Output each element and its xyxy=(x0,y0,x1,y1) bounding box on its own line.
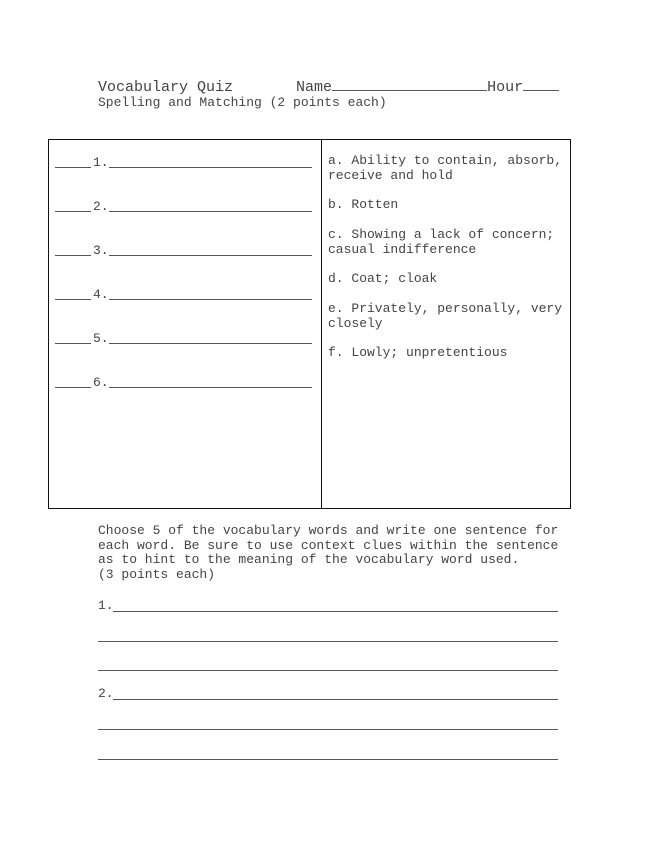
sentence-line[interactable] xyxy=(98,641,558,642)
definition-c: c. Showing a lack of concern; casual indifference xyxy=(328,227,555,257)
quiz-header xyxy=(98,77,559,96)
spelling-answer-line[interactable] xyxy=(109,343,312,344)
definition-d: d. Coat; cloak xyxy=(328,271,438,286)
hour-field[interactable] xyxy=(523,77,559,91)
name-field[interactable] xyxy=(332,77,487,91)
match-letter-blank[interactable] xyxy=(55,255,91,256)
sentence-line[interactable] xyxy=(98,759,558,760)
spelling-number: 2. xyxy=(93,199,109,214)
spelling-number: 1. xyxy=(93,155,109,170)
instructions-text: Choose 5 of the vocabulary words and write one sentence for each word. Be sure to use context clues within the sentence as to hint to the meaning of the vocabulary word used. xyxy=(98,523,559,567)
matching-divider xyxy=(321,139,322,509)
definition-a: a. Ability to contain, absorb, receive and hold xyxy=(328,153,563,183)
sentence-line[interactable] xyxy=(98,670,558,671)
sentence-number: 1. xyxy=(98,598,114,613)
match-letter-blank[interactable] xyxy=(55,343,91,344)
sentence-line[interactable] xyxy=(113,699,558,700)
spelling-answer-line[interactable] xyxy=(109,387,312,388)
quiz-subtitle: Spelling and Matching (2 points each) xyxy=(98,95,387,110)
match-letter-blank[interactable] xyxy=(55,167,91,168)
quiz-title: Vocabulary Quiz xyxy=(98,79,234,96)
spelling-answer-line[interactable] xyxy=(109,255,312,256)
sentence-line[interactable] xyxy=(113,611,558,612)
name-label: Name xyxy=(296,79,333,96)
spelling-number: 4. xyxy=(93,287,109,302)
match-letter-blank[interactable] xyxy=(55,299,91,300)
sentence-number: 2. xyxy=(98,686,114,701)
spelling-number: 3. xyxy=(93,243,109,258)
definition-f: f. Lowly; unpretentious xyxy=(328,345,508,360)
spelling-answer-line[interactable] xyxy=(109,211,312,212)
match-letter-blank[interactable] xyxy=(55,387,91,388)
points-note: (3 points each) xyxy=(98,566,216,582)
sentence-line[interactable] xyxy=(98,729,558,730)
spelling-number: 6. xyxy=(93,375,109,390)
definition-e: e. Privately, personally, very closely xyxy=(328,301,563,331)
sentence-instructions xyxy=(98,524,568,582)
definition-b: b. Rotten xyxy=(328,197,399,212)
spelling-number: 5. xyxy=(93,331,109,346)
hour-label: Hour xyxy=(487,79,524,96)
spelling-answer-line[interactable] xyxy=(109,299,312,300)
spelling-answer-line[interactable] xyxy=(109,167,312,168)
match-letter-blank[interactable] xyxy=(55,211,91,212)
